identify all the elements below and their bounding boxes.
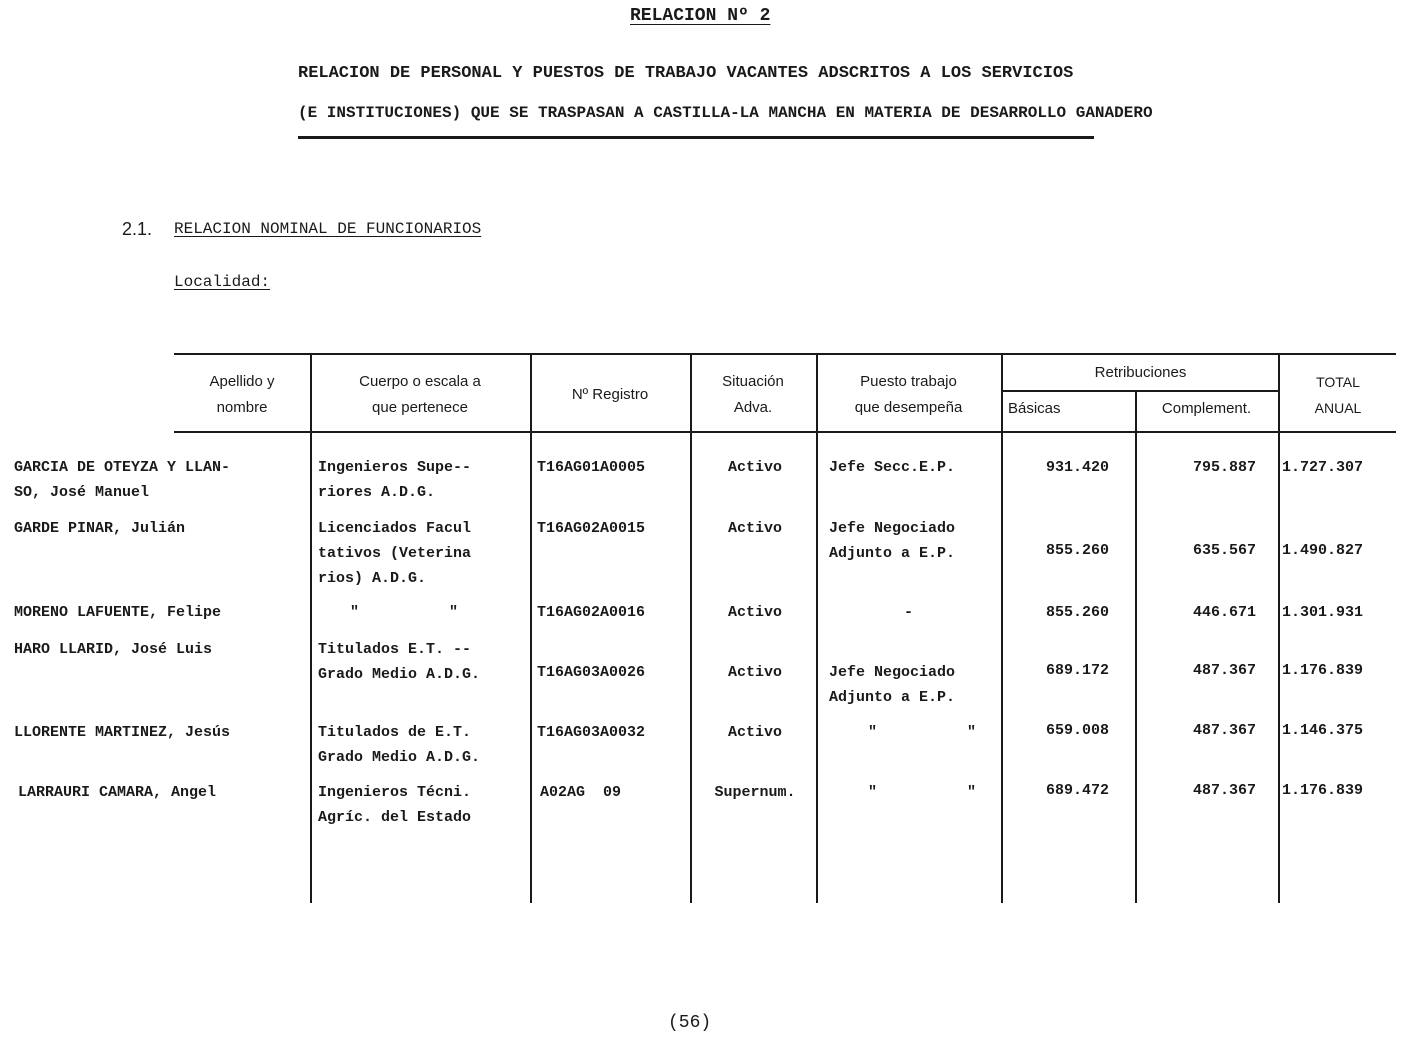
header-registry: Nº Registro (571, 386, 649, 403)
cell-body: Ingenieros Supe-- riores A.D.G. (318, 459, 472, 501)
cell-basicas: 931.420 (1045, 459, 1109, 476)
col-divider-2 (530, 353, 532, 903)
section-number: 2.1. (122, 219, 153, 239)
col-divider-7 (1278, 353, 1280, 903)
cell-basicas: 659.008 (1045, 722, 1109, 739)
cell-status: Supernum. (714, 784, 796, 801)
cell-total: 1.727.307 (1282, 459, 1364, 476)
cell-registry: A02AG 09 (540, 784, 622, 801)
title-underline-rule (298, 136, 1094, 139)
locality-label: Localidad: (174, 273, 271, 291)
cell-complement: 795.887 (1192, 459, 1256, 476)
retribuciones-rule (1003, 390, 1278, 392)
page-number: (56) (668, 1013, 712, 1033)
cell-body: Licenciados Facul tativos (Veterina rios) A.D.G. (318, 520, 472, 587)
cell-complement: 635.567 (1192, 542, 1256, 559)
header-complement: Complement. (1161, 400, 1252, 417)
col-divider-4 (816, 353, 818, 903)
section-title: RELACION NOMINAL DE FUNCIONARIOS (174, 220, 482, 238)
cell-name: MORENO LAFUENTE, Felipe (14, 604, 222, 621)
header-bottom-rule (174, 431, 1396, 433)
cell-body: Ingenieros Técni. Agríc. del Estado (318, 784, 472, 826)
col-divider-1 (310, 353, 312, 903)
col-divider-3 (690, 353, 692, 903)
cell-position: Jefe Secc.E.P. (829, 459, 956, 476)
cell-status: Activo (727, 724, 782, 741)
cell-position: " " (868, 724, 977, 741)
cell-body: Titulados E.T. -- Grado Medio A.D.G. (318, 641, 481, 683)
header-status: Situación Adva. (722, 373, 784, 416)
document-title-line1: RELACION DE PERSONAL Y PUESTOS DE TRABAJO VACANTES ADSCRITOS A LOS SERVICIOS (298, 64, 1074, 83)
cell-registry: T16AG02A0016 (537, 604, 646, 621)
cell-basicas: 689.472 (1045, 782, 1109, 799)
cell-complement: 487.367 (1192, 662, 1256, 679)
cell-position: Jefe Negociado Adjunto a E.P. (829, 664, 956, 706)
cell-basicas: 855.260 (1045, 604, 1109, 621)
header-body: Cuerpo o escala a que pertenece (359, 373, 481, 416)
cell-basicas: 689.172 (1045, 662, 1109, 679)
col-divider-6 (1135, 390, 1137, 903)
cell-name: LLORENTE MARTINEZ, Jesús (14, 724, 231, 741)
cell-total: 1.176.839 (1282, 782, 1364, 799)
cell-position: Jefe Negociado Adjunto a E.P. (829, 520, 956, 562)
cell-body: " " (350, 604, 459, 621)
cell-status: Activo (727, 459, 782, 476)
cell-complement: 446.671 (1192, 604, 1256, 621)
cell-total: 1.146.375 (1282, 722, 1364, 739)
header-position: Puesto trabajo que desempeña (854, 373, 963, 416)
cell-position: " " (868, 784, 977, 801)
col-divider-5 (1001, 353, 1003, 903)
cell-name: GARCIA DE OTEYZA Y LLAN- SO, José Manuel (14, 459, 231, 501)
header-name: Apellido y nombre (209, 373, 275, 416)
cell-basicas: 855.260 (1045, 542, 1109, 559)
header-retribuciones: Retribuciones (1094, 364, 1187, 381)
cell-body: Titulados de E.T. Grado Medio A.D.G. (318, 724, 481, 766)
cell-position: - (903, 604, 913, 621)
cell-total: 1.490.827 (1282, 542, 1364, 559)
cell-complement: 487.367 (1192, 782, 1256, 799)
cell-status: Activo (727, 604, 782, 621)
cell-status: Activo (727, 520, 782, 537)
cell-registry: T16AG02A0015 (537, 520, 646, 537)
cell-total: 1.301.931 (1282, 604, 1364, 621)
cell-registry: T16AG01A0005 (537, 459, 646, 476)
page-header: RELACION Nº 2 (630, 6, 771, 26)
cell-name: LARRAURI CAMARA, Angel (18, 784, 217, 801)
cell-registry: T16AG03A0026 (537, 664, 646, 681)
table-top-rule (174, 353, 1396, 355)
cell-name: HARO LLARID, José Luis (14, 641, 213, 658)
cell-registry: T16AG03A0032 (537, 724, 646, 741)
cell-name: GARDE PINAR, Julián (14, 520, 186, 537)
document-title-line2: (E INSTITUCIONES) QUE SE TRASPASAN A CASTILLA-LA MANCHA EN MATERIA DE DESARROLLO GANADERO (298, 104, 1153, 122)
cell-complement: 487.367 (1192, 722, 1256, 739)
header-total: TOTAL ANUAL (1314, 374, 1362, 416)
cell-status: Activo (727, 664, 782, 681)
header-basicas: Básicas (1008, 400, 1061, 417)
cell-total: 1.176.839 (1282, 662, 1364, 679)
